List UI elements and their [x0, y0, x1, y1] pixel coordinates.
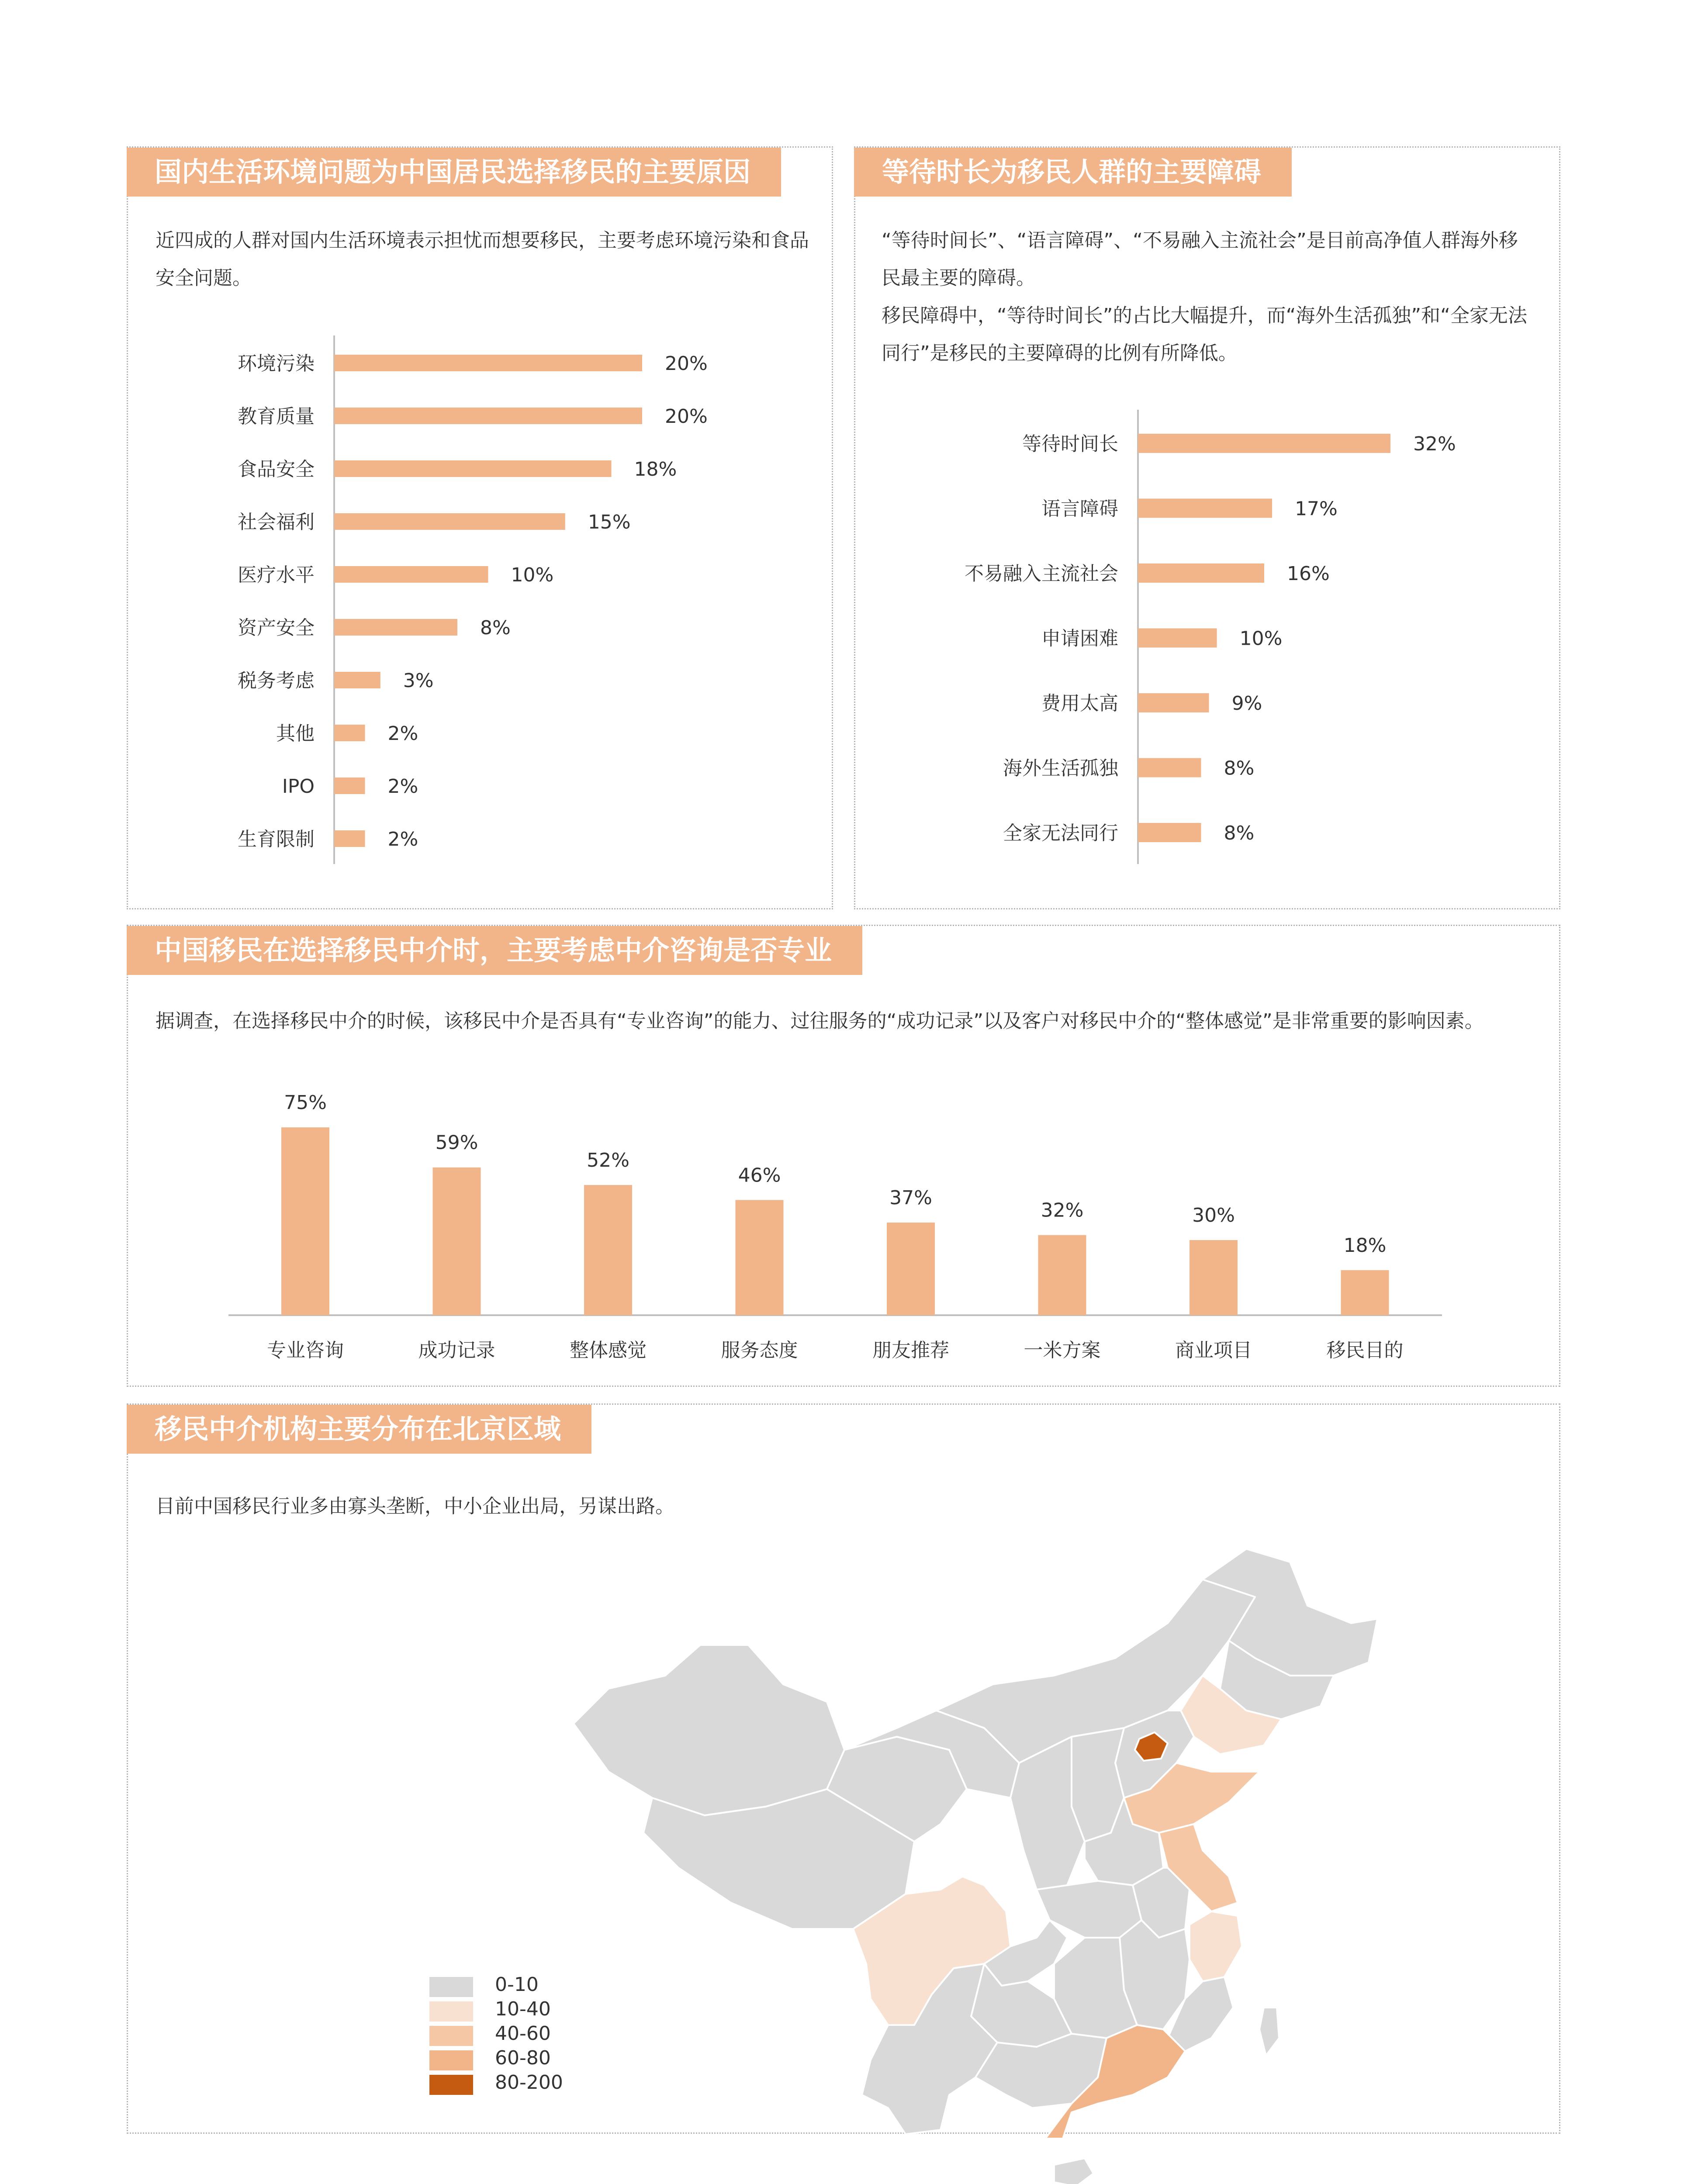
reasons-bar-chart — [128, 148, 832, 908]
obstacles-bar — [1138, 434, 1390, 453]
agency-category-label: 朋友推荐 — [872, 1339, 949, 1362]
agency-value-label: 75% — [284, 1092, 327, 1114]
map-region-zhejiang — [1190, 1911, 1242, 1981]
agency-category-label: 商业项目 — [1175, 1339, 1252, 1362]
agency-value-label: 59% — [435, 1131, 478, 1154]
legend-swatch-3 — [429, 2026, 473, 2046]
agency-category-label: 整体感觉 — [570, 1339, 647, 1362]
distribution-card — [127, 1403, 1560, 2134]
agency-category-label: 服务态度 — [721, 1339, 798, 1362]
reasons-category-label: 社会福利 — [238, 511, 315, 533]
legend-label-1: 0-10 — [495, 1973, 539, 1996]
obstacles-description-line-1: “等待时间长”、“语言障碍”、“不易融入主流社会”是目前高净值人群海外移民最主要的障碍。 — [882, 229, 1518, 289]
reasons-category-label: 资产安全 — [238, 617, 315, 639]
obstacles-bar — [1138, 629, 1217, 648]
obstacles-bar — [1138, 563, 1264, 583]
reasons-category-label: 食品安全 — [238, 458, 315, 480]
reasons-category-label: 教育质量 — [238, 405, 315, 428]
legend-swatch-4 — [429, 2050, 473, 2070]
reasons-value-label: 2% — [387, 828, 418, 850]
reasons-bar — [334, 460, 612, 477]
legend-label-5: 80-200 — [495, 2071, 563, 2094]
reasons-bar — [334, 566, 488, 583]
agency-bar — [736, 1200, 784, 1315]
reasons-bar — [334, 778, 365, 794]
agency-bar — [1038, 1235, 1086, 1315]
agency-value-label: 52% — [587, 1149, 629, 1171]
obstacles-category-label: 海外生活孤独 — [1003, 757, 1118, 780]
reasons-title: 国内生活环境问题为中国居民选择移民的主要原因 — [127, 148, 781, 197]
reasons-category-label: 其他 — [276, 722, 315, 745]
agency-bar — [1341, 1270, 1389, 1315]
legend-swatch-2 — [429, 2001, 473, 2022]
agency-category-label: 一米方案 — [1024, 1339, 1101, 1362]
obstacles-value-label: 17% — [1295, 498, 1338, 520]
agency-bar — [887, 1223, 935, 1315]
reasons-value-label: 10% — [511, 564, 554, 586]
reasons-value-label: 2% — [387, 722, 418, 745]
obstacles-bar — [1138, 693, 1209, 712]
obstacles-bar — [1138, 823, 1201, 842]
obstacles-category-label: 费用太高 — [1041, 692, 1118, 715]
agency-category-label: 移民目的 — [1326, 1339, 1404, 1362]
agency-column-chart — [128, 926, 1559, 1386]
legend-label-2: 10-40 — [495, 1998, 551, 2020]
obstacles-bar-chart — [855, 148, 1559, 908]
reasons-bar — [334, 355, 642, 371]
reasons-value-label: 15% — [588, 511, 631, 533]
distribution-description: 目前中国移民行业多由寡头垄断，中小企业出局，另谋出路。 — [156, 1495, 674, 1517]
reasons-bar — [334, 408, 642, 424]
obstacles-category-label: 语言障碍 — [1041, 498, 1118, 520]
reasons-bar — [334, 830, 365, 847]
obstacles-bar — [1138, 758, 1201, 778]
reasons-value-label: 3% — [403, 670, 434, 692]
agency-value-label: 30% — [1192, 1204, 1235, 1227]
obstacles-title: 等待时长为移民人群的主要障碍 — [854, 148, 1292, 197]
obstacles-value-label: 10% — [1239, 627, 1283, 650]
agency-title: 中国移民在选择移民中介时，主要考虑中介咨询是否专业 — [127, 926, 862, 975]
china-map — [521, 1545, 1386, 2184]
obstacles-card — [854, 146, 1560, 909]
reasons-category-label: 环境污染 — [238, 352, 315, 375]
legend-label-4: 60-80 — [495, 2047, 551, 2069]
reasons-category-label: 生育限制 — [238, 828, 315, 850]
agency-value-label: 18% — [1343, 1234, 1387, 1257]
reasons-value-label: 8% — [480, 617, 511, 639]
legend-swatch-5 — [429, 2075, 473, 2095]
reasons-bar — [334, 725, 365, 741]
obstacles-value-label: 8% — [1224, 757, 1255, 780]
map-region-taiwan — [1259, 2008, 1279, 2056]
obstacles-description-line-2: 移民障碍中，“等待时间长”的占比大幅提升，而“海外生活孤独”和“全家无法同行”是移民的主要障碍的比例有所降低。 — [882, 304, 1527, 364]
agency-bar — [433, 1168, 481, 1315]
agency-bar — [584, 1185, 632, 1315]
agency-value-label: 46% — [738, 1164, 781, 1187]
agency-card — [127, 925, 1560, 1387]
agency-description: 据调查，在选择移民中介的时候，该移民中介是否具有“专业咨询”的能力、过往服务的“成功记录”以及客户对移民中介的“整体感觉”是非常重要的影响因素。 — [156, 1010, 1484, 1032]
obstacles-category-label: 申请困难 — [1041, 627, 1118, 650]
reasons-value-label: 20% — [665, 352, 708, 375]
agency-category-label: 专业咨询 — [267, 1339, 344, 1362]
reasons-bar — [334, 672, 380, 688]
reasons-category-label: IPO — [282, 775, 315, 798]
obstacles-value-label: 8% — [1224, 822, 1255, 844]
map-region-hainan — [1054, 2158, 1093, 2184]
reasons-category-label: 税务考虑 — [238, 670, 315, 692]
reasons-card — [127, 146, 833, 909]
obstacles-category-label: 不易融入主流社会 — [965, 563, 1118, 585]
map-region-xinjiang — [574, 1645, 844, 1815]
obstacles-bar — [1138, 499, 1272, 518]
reasons-category-label: 医疗水平 — [238, 564, 315, 586]
obstacles-value-label: 9% — [1231, 692, 1262, 715]
agency-value-label: 32% — [1041, 1199, 1084, 1222]
reasons-value-label: 2% — [387, 775, 418, 798]
obstacles-value-label: 16% — [1287, 563, 1330, 585]
obstacles-category-label: 等待时间长 — [1022, 433, 1118, 455]
agency-category-label: 成功记录 — [418, 1339, 495, 1362]
legend-label-3: 40-60 — [495, 2022, 551, 2045]
obstacles-value-label: 32% — [1413, 433, 1456, 455]
reasons-description: 近四成的人群对国内生活环境表示担忧而想要移民，主要考虑环境污染和食品安全问题。 — [156, 229, 809, 289]
agency-bar — [281, 1127, 329, 1315]
legend-swatch-1 — [429, 1977, 473, 1997]
reasons-value-label: 18% — [634, 458, 677, 480]
reasons-value-label: 20% — [665, 405, 708, 428]
distribution-title: 移民中介机构主要分布在北京区域 — [127, 1405, 591, 1454]
agency-bar — [1190, 1240, 1238, 1315]
reasons-bar — [334, 513, 565, 530]
agency-value-label: 37% — [889, 1186, 932, 1209]
reasons-bar — [334, 619, 457, 636]
obstacles-category-label: 全家无法同行 — [1003, 822, 1118, 844]
